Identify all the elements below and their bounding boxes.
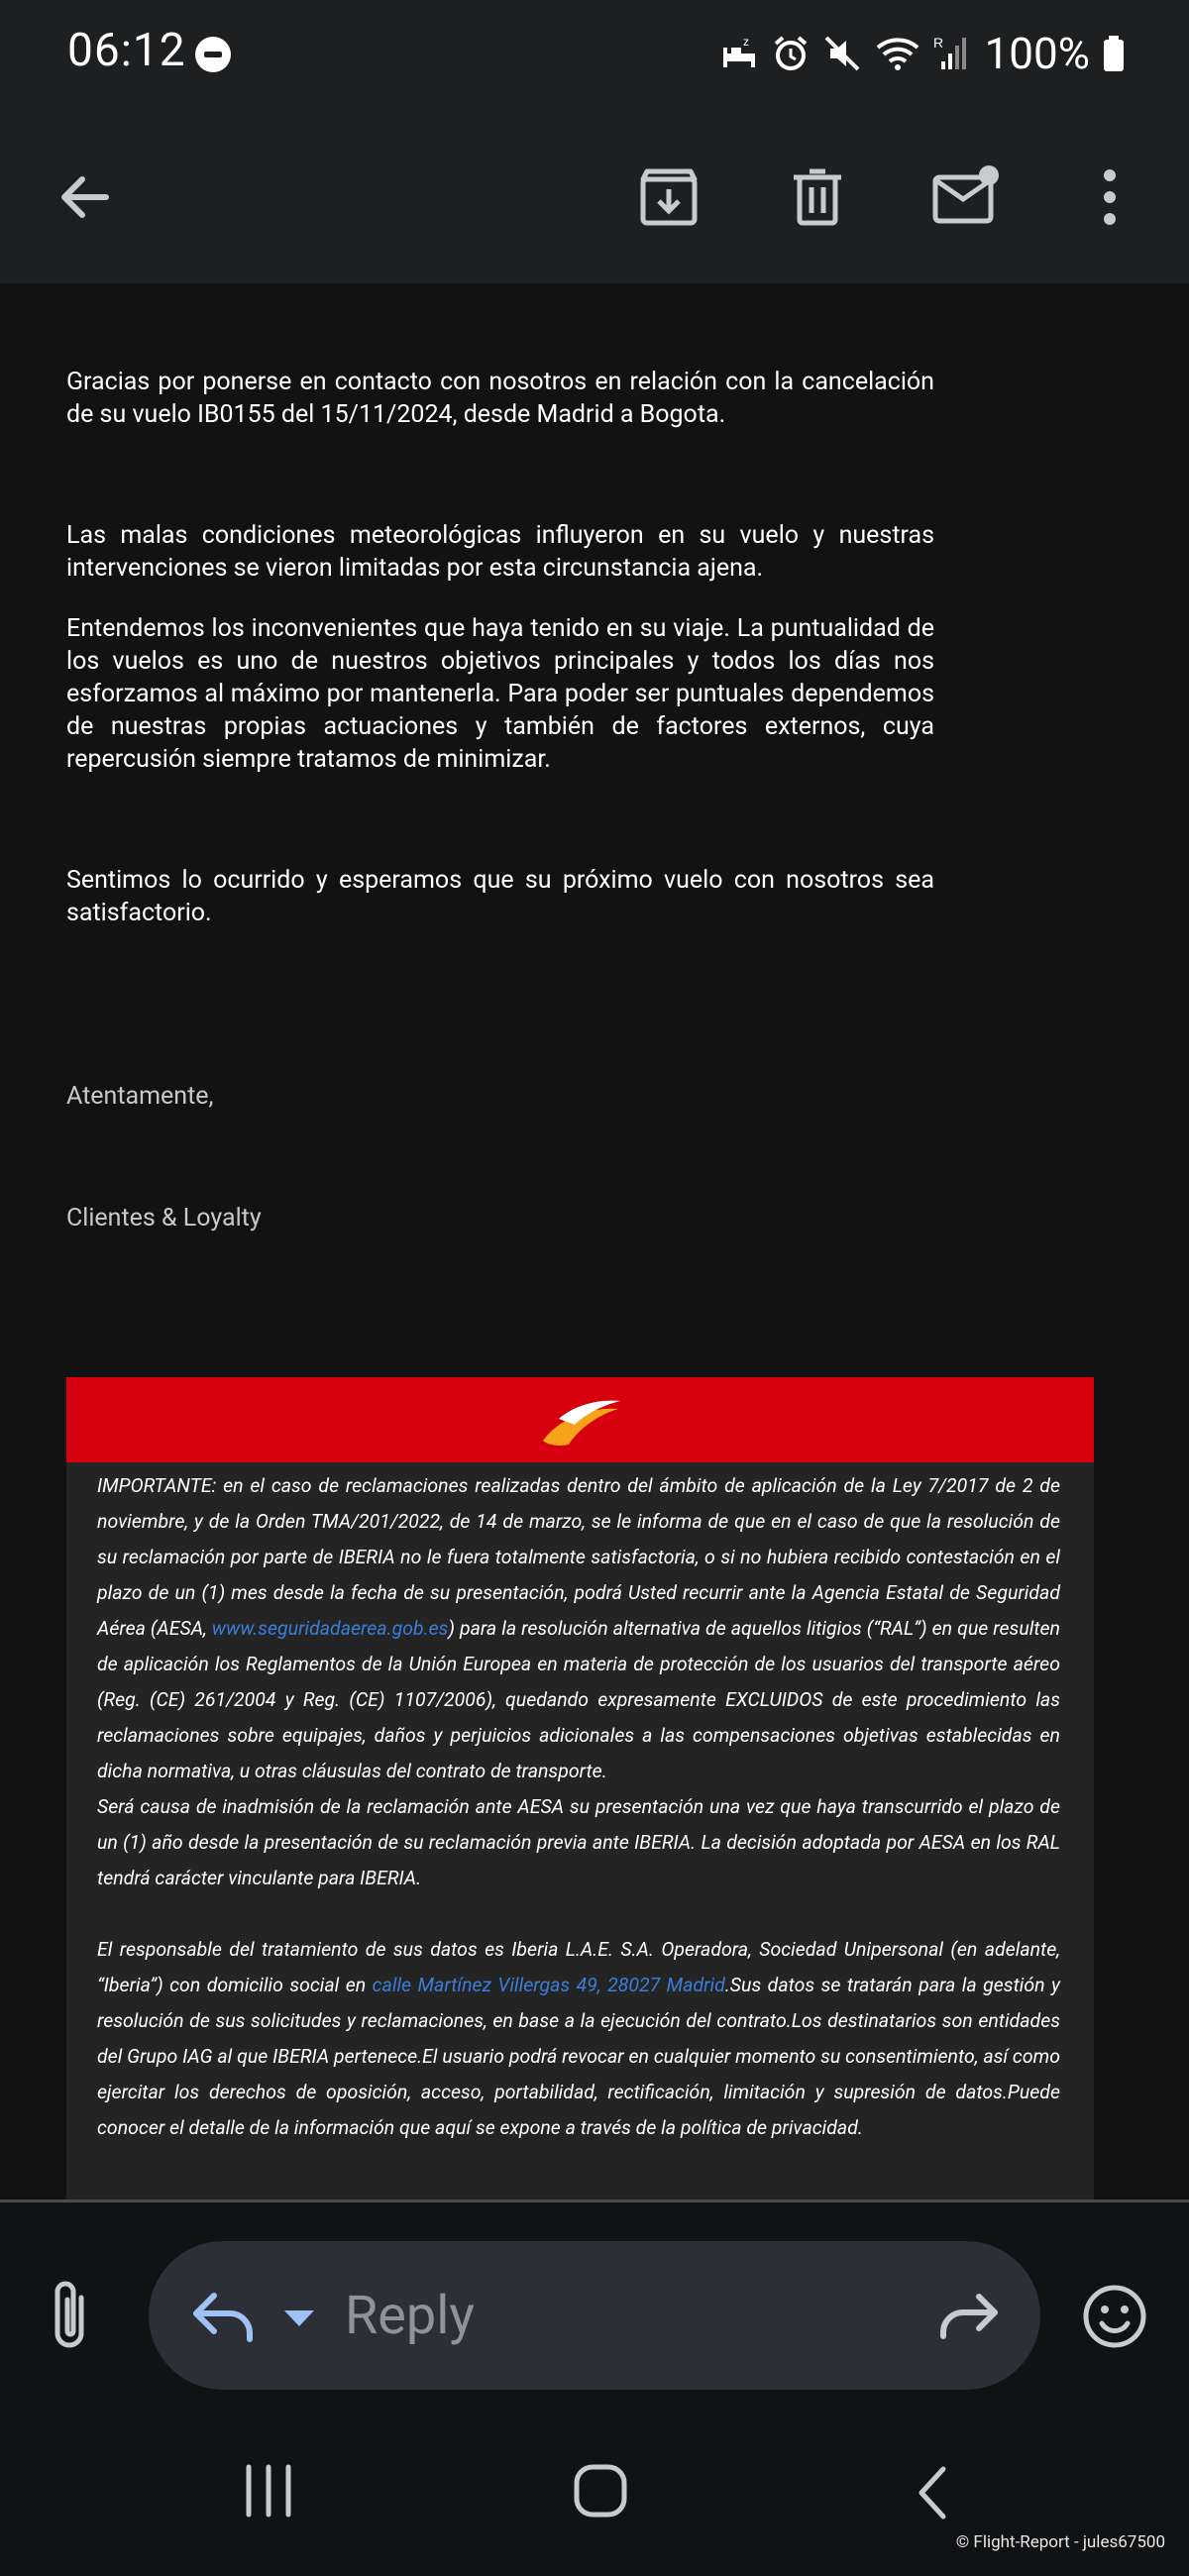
legal-paragraph: Será causa de inadmisión de la reclamación ante AESA su presentación una vez que haya transcurrido el plazo de un (1) año desde la presentación de su reclamación previa ante IBERIA. La decisión adoptada por AESA en los RAL tendrá carácter vinculante para IBERIA. bbox=[97, 1795, 1060, 1889]
status-bar bbox=[0, 0, 1189, 111]
home-icon bbox=[573, 2463, 628, 2519]
mark-unread-button[interactable] bbox=[921, 153, 1011, 242]
watermark: © Flight-Report - jules67500 bbox=[955, 2532, 1165, 2552]
archive-icon bbox=[637, 165, 701, 229]
iberia-banner bbox=[66, 1377, 1094, 1462]
attach-button[interactable] bbox=[42, 2278, 101, 2361]
email-body bbox=[0, 283, 1189, 2201]
email-signature: Clientes & Loyalty bbox=[66, 1204, 262, 1233]
address-link[interactable]: calle Martínez Villergas 49, 28027 Madrid bbox=[372, 1974, 725, 1996]
wifi-icon bbox=[874, 34, 921, 73]
alarm-icon bbox=[771, 34, 811, 73]
back-arrow-icon bbox=[54, 167, 114, 227]
emoji-button[interactable] bbox=[1080, 2282, 1149, 2355]
email-toolbar bbox=[0, 111, 1189, 283]
sleep-icon bbox=[719, 34, 759, 73]
delete-button[interactable] bbox=[773, 153, 862, 242]
system-back-button[interactable] bbox=[912, 2463, 951, 2526]
reply-placeholder: Reply bbox=[345, 2285, 475, 2347]
status-icons bbox=[719, 28, 1126, 79]
back-button[interactable] bbox=[40, 153, 129, 242]
signal-icon bbox=[933, 34, 969, 73]
emoji-icon bbox=[1080, 2282, 1149, 2351]
email-paragraph: Sentimos lo ocurrido y esperamos que su próximo vuelo con nosotros sea satisfactorio. bbox=[66, 866, 934, 927]
battery-icon bbox=[1102, 34, 1126, 73]
reply-bar bbox=[0, 2202, 1189, 2404]
forward-icon[interactable] bbox=[937, 2291, 1001, 2340]
recent-apps-button[interactable] bbox=[243, 2463, 294, 2522]
more-vert-icon bbox=[1100, 167, 1120, 227]
email-closing: Atentamente, bbox=[66, 1082, 214, 1111]
email-paragraph: Gracias por ponerse en contacto con nosotros en relación con la cancelación de su vuelo IB0155 del 15/11/2024, desde Madrid a Bogota. bbox=[66, 368, 934, 429]
reply-icon bbox=[188, 2286, 258, 2345]
chevron-left-icon bbox=[912, 2463, 951, 2522]
email-paragraph: Entendemos los inconvenientes que haya tenido en su viaje. La puntualidad de los vuelos es uno de nuestros objetivos principales y todos los días nos esforzamos al máximo por mantenerla. Para poder ser puntuales dependemos de nuestras propias actuaciones y también de factores externos, cuya repercusión siempre tratamos de minimizar. bbox=[66, 614, 934, 774]
battery-percentage: 100% bbox=[984, 28, 1090, 79]
delete-icon bbox=[788, 165, 847, 229]
system-nav-bar bbox=[0, 2404, 1189, 2576]
mark-unread-icon bbox=[931, 165, 1001, 229]
recent-apps-icon bbox=[243, 2463, 294, 2519]
reply-field[interactable] bbox=[149, 2241, 1040, 2390]
svg-text:R: R bbox=[932, 35, 943, 51]
legal-notice bbox=[66, 1462, 1094, 2201]
dnd-icon bbox=[195, 37, 231, 72]
aesa-link[interactable]: www.seguridadaerea.gob.es bbox=[211, 1617, 449, 1640]
clock: 06:12 bbox=[67, 24, 186, 77]
attachment-icon bbox=[42, 2278, 101, 2357]
legal-paragraph: IMPORTANTE: en el caso de reclamaciones realizadas dentro del ámbito de aplicación de la Ley 7/2017 de 2 de noviembre, y de la Orden TMA/201/2022, de 14 de marzo, se le informa de que en el caso de que la resolución de su reclamación por parte de IBERIA no le fuera totalmente satisfactoria, o si no hubiera recibido contestación en el plazo de un (1) mes desde la fecha de su presentación, podrá Usted recurrir ante la Agencia Estatal de Seguridad Aérea (AESA, www.seguridadaerea.gob.es) para la resolución alternativa de aquellos litigios (“RAL”) en que resulten de aplicación los Reglamentos de la Unión Europea en materia de protección de los usuarios del transporte aéreo (Reg. (CE) 261/2004 y Reg. (CE) 1107/2006), quedando expresamente EXCLUIDOS de este procedimiento las reclamaciones sobre equipajes, daños y perjuicios adicionales a las compensaciones objetivas establecidas en dicha normativa, u otras cláusulas del contrato de transporte. bbox=[97, 1474, 1061, 1782]
svg-text:z: z bbox=[742, 35, 749, 49]
chevron-down-icon[interactable] bbox=[282, 2308, 316, 2328]
mute-icon bbox=[822, 34, 862, 73]
legal-paragraph: El responsable del tratamiento de sus datos es Iberia L.A.E. S.A. Operadora, Sociedad Unipersonal (en adelante, “Iberia”) con domicilio social en calle Martínez Villergas 49, 28027 Madrid.Sus datos se tratarán para la gestión y resolución de sus solicitudes y reclamaciones, en base a la ejecución del contrato.Los destinatarios son entidades del Grupo IAG al que IBERIA pertenece.El usuario podrá revocar en cualquier momento su consentimiento, así como ejercitar los derechos de oposición, acceso, portabilidad, rectificación, limitación y supresión de datos.Puede conocer el detalle de la información que aquí se expone a través de la política de privacidad. bbox=[97, 1938, 1060, 2139]
home-button[interactable] bbox=[573, 2463, 628, 2522]
email-paragraph: Las malas condiciones meteorológicas influyeron en su vuelo y nuestras intervenciones se vieron limitadas por esta circunstancia ajena. bbox=[66, 521, 934, 583]
iberia-logo bbox=[539, 1389, 622, 1450]
archive-button[interactable] bbox=[624, 153, 713, 242]
more-options-button[interactable] bbox=[1065, 153, 1154, 242]
